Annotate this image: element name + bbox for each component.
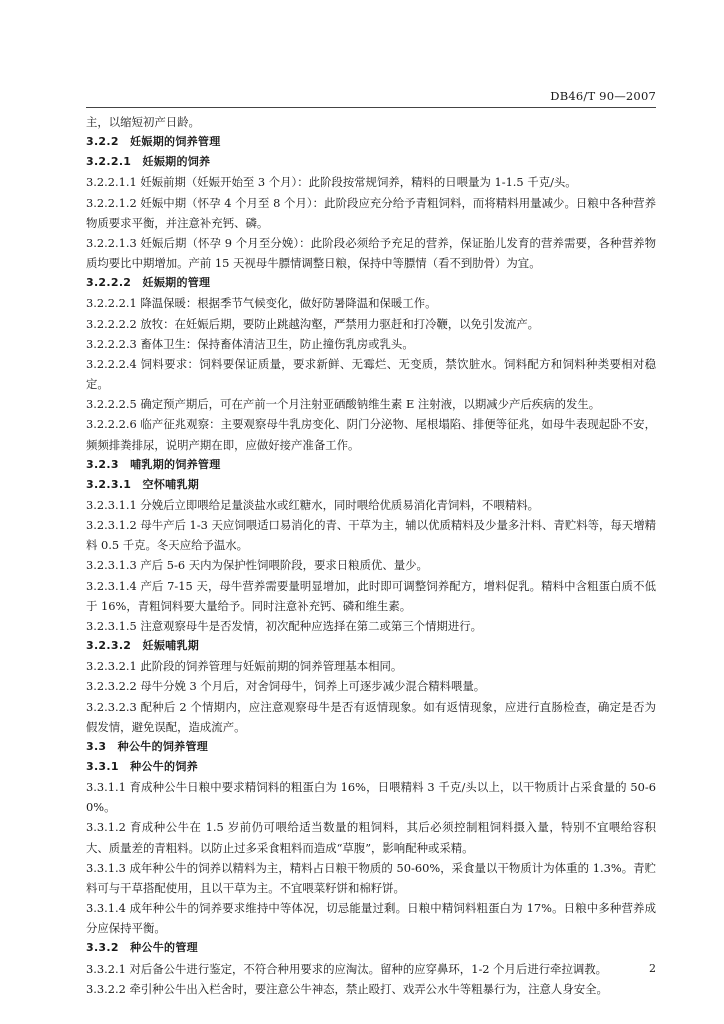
paragraph: 3.3.1.2 育成种公牛在 1.5 岁前仍可喂给适当数量的粗饲料，其后必须控制粗饲料摄入量，特别不宜喂给容积大、质量差的青粗料。以防止过多采食粗料而造成“草腹”，影响配种或采精。 [86, 820, 656, 855]
section-heading: 3.2.3.2 妊娠哺乳期 [86, 639, 200, 653]
paragraph: 3.2.2.2.2 放牧：在妊娠后期，要防止跳越沟壑，严禁用力驱赶和打冷鞭，以免引发流产。 [86, 316, 540, 331]
paragraph: 3.2.2.1.2 妊娠中期（怀孕 4 个月至 8 个月）：此阶段应充分给予青粗饲料，而将精料用量减少。日粮中各种营养物质要求平衡，并注意补充钙、磷。 [86, 195, 656, 230]
paragraph: 3.2.3.1.2 母牛产后 1-3 天应饲喂适口易消化的青、干草为主，辅以优质精料及少量多汁料、青贮料等，每天增精料 0.5 千克。冬天应给予温水。 [86, 518, 656, 553]
section-heading: 3.2.2.2 妊娠期的管理 [86, 276, 211, 290]
paragraph: 3.2.2.1.1 妊娠前期（妊娠开始至 3 个月）：此阶段按常规饲养，精料的日喂量为 1-1.5 千克/头。 [86, 175, 577, 190]
section-heading: 3.2.2.1 妊娠期的饲养 [86, 155, 211, 169]
paragraph: 3.2.2.2.6 临产征兆观察：主要观察母牛乳房变化、阴门分泌物、尾根塌陷、排便等征兆，如母牛表现起卧不安，频频排粪排尿，说明产期在即，应做好接产准备工作。 [86, 417, 656, 452]
section-heading: 3.2.3.1 空怀哺乳期 [86, 477, 200, 491]
section-heading: 3.2.2 妊娠期的饲养管理 [86, 135, 221, 149]
paragraph: 3.2.3.1.1 分娩后立即喂给足量淡盐水或红糖水，同时喂给优质易消化青饲料，不喂精料。 [86, 497, 540, 512]
paragraph: 3.3.1.1 育成种公牛日粮中要求精饲料的粗蛋白为 16%，日喂精料 3 千克/头以上，以干物质计占采食量的 50-60%。 [86, 780, 656, 815]
paragraph: 3.3.1.3 成年种公牛的饲养以精料为主，精料占日粮干物质的 50-60%，采食量以干物质计为体重的 1.3%。青贮料可与干草搭配使用，且以干草为主。不宜喂菜籽饼和棉籽饼。 [86, 860, 656, 895]
document-body [86, 112, 656, 999]
section-heading: 3.2.3 哺乳期的饲养管理 [86, 457, 221, 471]
paragraph: 3.3.2.2 牵引种公牛出入栏舍时，要注意公牛神态，禁止殴打、戏弄公水牛等粗暴行为，注意人身安全。 [86, 981, 608, 996]
paragraph: 3.2.2.2.5 确定预产期后，可在产前一个月注射亚硒酸钠维生素 E 注射液，以期减少产后疾病的发生。 [86, 397, 601, 412]
paragraph: 3.2.3.1.3 产后 5-6 天内为保护性饲喂阶段，要求日粮质优、量少。 [86, 558, 428, 573]
section-heading: 3.3.2 种公牛的管理 [86, 941, 198, 955]
paragraph: 主，以缩短初产日龄。 [86, 115, 200, 129]
paragraph: 3.3.2.1 对后备公牛进行鉴定，不符合种用要求的应淘汰。留种的应穿鼻环，1-2 个月后进行牵拉调教。 [86, 961, 608, 976]
paragraph: 3.2.2.2.1 降温保暖：根据季节气候变化，做好防暑降温和保暖工作。 [86, 296, 437, 311]
paragraph: 3.2.2.2.3 畜体卫生：保持畜体清洁卫生，防止撞伤乳房或乳头。 [86, 336, 414, 351]
header-rule [86, 107, 656, 108]
paragraph: 3.2.3.1.4 产后 7-15 天，母牛营养需要量明显增加，此时即可调整饲养配方，增料促乳。精料中含粗蛋白质不低于 16%，青粗饲料要大量给予。同时注意补充钙、磷和维生素。 [86, 578, 656, 613]
document-code: DB46/T 90—2007 [550, 89, 656, 103]
paragraph: 3.3.1.4 成年种公牛的饲养要求维持中等体况，切忌能量过剩。日粮中精饲料粗蛋白为 17%。日粮中多种营养成分应保持平衡。 [86, 901, 656, 936]
paragraph: 3.2.2.2.4 饲料要求：饲料要保证质量，要求新鲜、无霉烂、无变质，禁饮脏水。饲料配方和饲料种类要相对稳定。 [86, 356, 656, 392]
section-heading: 3.3 种公牛的饲养管理 [86, 739, 209, 753]
section-heading: 3.3.1 种公牛的饲养 [86, 760, 198, 773]
paragraph: 3.2.2.1.3 妊娠后期（怀孕 9 个月至分娩）：此阶段必须给予充足的营养，保证胎儿发育的营养需要，各种营养物质均要比中期增加。产前 15 天视母牛膘情调整日粮，保持中等膘情（看不到肋骨）为宜。 [86, 235, 656, 271]
paragraph: 3.2.3.2.2 母牛分娩 3 个月后，对舍饲母牛，饲养上可逐步减少混合精料喂量。 [86, 679, 486, 694]
paragraph: 3.2.3.2.3 配种后 2 个情期内，应注意观察母牛是否有返情现象。如有返情现象，应进行直肠检查，确定是否为假发情，避免误配，造成流产。 [86, 699, 656, 734]
paragraph: 3.2.3.1.5 注意观察母牛是否发情，初次配种应选择在第二或第三个情期进行。 [86, 618, 483, 633]
paragraph: 3.2.3.2.1 此阶段的饲养管理与妊娠前期的饲养管理基本相同。 [86, 659, 403, 674]
page-number: 2 [649, 962, 656, 975]
